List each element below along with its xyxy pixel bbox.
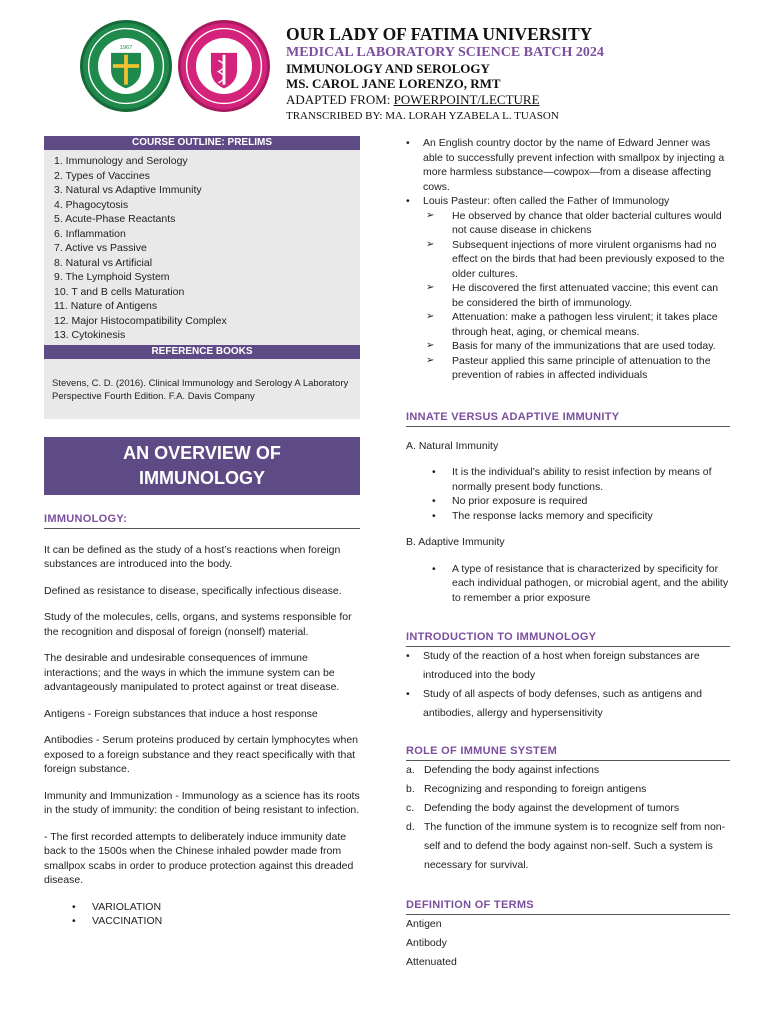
pasteur-points-list xyxy=(406,209,730,383)
overview-banner xyxy=(44,437,360,495)
list-marker: d. xyxy=(406,821,415,833)
course-outline-heading: COURSE OUTLINE: PRELIMS xyxy=(44,136,360,150)
list-item: 9. The Lymphoid System xyxy=(54,271,170,283)
paragraph: It can be defined as the study of a host’s reactions when foreign substances are introduced into the body. xyxy=(44,543,341,570)
list-item xyxy=(406,799,730,818)
reference-books-heading: REFERENCE BOOKS xyxy=(44,345,360,359)
transcriber: TRANSCRIBED BY: MA. LORAH YZABELA L. TUASON xyxy=(286,110,559,122)
list-item: • An English country doctor by the name of Edward Jenner was able to successfully prevent infection with smallpox by injecting a more harmless substance—cowpox—from a disease affecting cows. xyxy=(406,136,730,194)
subject-title: IMMUNOLOGY AND SEROLOGY xyxy=(286,61,490,76)
list-item: • Study of all aspects of body defenses, such as antigens and antibodies, allergy and hypersensitivity xyxy=(406,685,730,723)
paragraph: Antibodies - Serum proteins produced by certain lymphocytes when exposed to a foreign substance and they react specifically with that foreign substance. xyxy=(44,734,358,775)
list-item: • It is the individual’s ability to resist infection by means of normally present body functions. xyxy=(432,465,730,494)
list-text: The function of the immune system is to recognize self from non-self and to defend the body against non-self. Such a system is necessary for survival. xyxy=(424,821,726,871)
list-text: Defending the body against infections xyxy=(424,764,600,776)
list-marker: c. xyxy=(406,802,415,814)
university-seal-logo xyxy=(80,20,172,112)
overview-line-1: AN OVERVIEW OF xyxy=(123,442,281,463)
list-item: • VACCINATION xyxy=(72,914,360,929)
course-outline-list xyxy=(44,150,360,345)
adaptive-immunity-list xyxy=(406,562,730,606)
list-item: ➢ Subsequent injections of more virulent organisms had no effect on the birds that had been previously exposed to the older cultures. xyxy=(426,238,730,282)
list-item xyxy=(406,194,730,209)
list-item: 11. Nature of Antigens xyxy=(54,300,158,312)
list-item xyxy=(406,818,730,875)
immunization-methods-list xyxy=(44,900,360,929)
list-item: • The response lacks memory and specificity xyxy=(432,509,730,524)
definitions-list xyxy=(406,915,730,972)
list-item: 12. Major Histocompatibility Complex xyxy=(54,314,227,327)
list-item: 4. Phagocytosis xyxy=(54,198,129,211)
list-item: • No prior exposure is required xyxy=(432,494,730,509)
paragraph: Antigens - Foreign substances that induce a host response xyxy=(44,707,318,720)
seal-shield-icon xyxy=(83,23,169,109)
list-item: • A type of resistance that is characterized by specificity for each individual pathogen, or microbial agent, and the ability to remember a prior exposure xyxy=(432,562,730,606)
adapted-prefix: ADAPTED FROM: xyxy=(286,92,394,107)
paragraph: Study of the molecules, cells, organs, and systems responsible for the recognition and disposal of foreign (nonself) material. xyxy=(44,611,352,638)
list-item: 7. Active vs Passive xyxy=(54,242,147,254)
adapted-source: POWERPOINT/LECTURE xyxy=(393,92,540,107)
list-item: 10. T and B cells Maturation xyxy=(54,285,185,298)
list-item: ➢ Attenuation: make a pathogen less virulent; it takes place through heat, aging, or chemical means. xyxy=(426,310,730,339)
list-marker: b. xyxy=(406,783,415,795)
list-item: ➢ Pasteur applied this same principle of attenuation to the prevention of rabies in affected individuals xyxy=(426,354,730,383)
role-heading: ROLE OF IMMUNE SYSTEM xyxy=(406,745,730,761)
natural-immunity-list xyxy=(406,465,730,523)
paragraph: Defined as resistance to disease, specifically infectious disease. xyxy=(44,584,342,597)
list-item: 1. Immunology and Serology xyxy=(54,155,188,167)
paragraph: The desirable and undesirable consequences of immune interactions; and the ways in which the immune system can be advantageously manipulated to protect against or treat disease. xyxy=(44,652,340,693)
college-seal-logo xyxy=(178,20,270,112)
overview-line-2: IMMUNOLOGY xyxy=(139,467,265,488)
course-outline-box xyxy=(44,150,360,345)
seal-year: 1967 xyxy=(119,45,133,52)
term-item: Attenuated xyxy=(406,956,457,968)
adapted-from xyxy=(286,92,756,108)
natural-immunity-label: A. Natural Immunity xyxy=(406,439,499,452)
paragraph: Immunity and Immunization - Immunology as a science has its roots in the study of immunity: the condition of being resistant to infection. xyxy=(44,789,360,816)
document-header xyxy=(286,24,756,124)
list-text: Defending the body against the development of tumors xyxy=(424,802,680,814)
left-column xyxy=(44,136,360,929)
list-item: 6. Inflammation xyxy=(54,227,126,240)
list-item: • Study of the reaction of a host when foreign substances are introduced into the body xyxy=(406,647,730,685)
professor-name: MS. CAROL JANE LORENZO, RMT xyxy=(286,76,501,91)
list-item: • VARIOLATION xyxy=(72,900,360,915)
pasteur-label: Louis Pasteur: often called the Father of Immunology xyxy=(423,195,670,207)
paragraph: - The first recorded attempts to deliberately induce immunity date back to the 1500s when the Chinese inhaled powder made from smallpox scabs in order to produce protection against this dreaded disease. xyxy=(44,830,354,886)
term-item: Antigen xyxy=(406,918,442,930)
list-marker: a. xyxy=(406,764,415,776)
reference-books-text: Stevens, C. D. (2016). Clinical Immunology and Serology A Laboratory Perspective Fourth Edition. F.A. Davis Company xyxy=(44,359,360,419)
list-item: 13. Cytokinesis xyxy=(54,329,126,341)
intro-heading: INTRODUCTION TO IMMUNOLOGY xyxy=(406,631,730,647)
list-item: ➢ He observed by chance that older bacterial cultures would not cause disease in chickens xyxy=(426,209,730,238)
list-item: 3. Natural vs Adaptive Immunity xyxy=(54,184,202,196)
definitions-heading: DEFINITION OF TERMS xyxy=(406,899,730,915)
term-item: Antibody xyxy=(406,937,447,949)
innate-adaptive-heading: INNATE VERSUS ADAPTIVE IMMUNITY xyxy=(406,411,730,427)
list-item: ➢ Basis for many of the immunizations that are used today. xyxy=(426,339,730,354)
list-item: 2. Types of Vaccines xyxy=(54,169,150,182)
list-item xyxy=(406,761,730,780)
intro-list xyxy=(406,647,730,723)
batch-title: MEDICAL LABORATORY SCIENCE BATCH 2024 xyxy=(286,45,604,60)
list-item: 5. Acute-Phase Reactants xyxy=(54,213,176,225)
university-name: OUR LADY OF FATIMA UNIVERSITY xyxy=(286,24,593,44)
list-text: Recognizing and responding to foreign antigens xyxy=(424,783,647,795)
caduceus-icon xyxy=(181,23,267,109)
immunology-heading: IMMUNOLOGY: xyxy=(44,513,360,529)
list-item xyxy=(406,780,730,799)
adaptive-immunity-label: B. Adaptive Immunity xyxy=(406,536,505,548)
list-item: ➢ He discovered the first attenuated vaccine; this event can be considered the birth of immunology. xyxy=(426,281,730,310)
history-list xyxy=(406,136,730,209)
right-column xyxy=(406,136,730,972)
list-item: 8. Natural vs Artificial xyxy=(54,256,153,269)
role-list xyxy=(406,761,730,875)
